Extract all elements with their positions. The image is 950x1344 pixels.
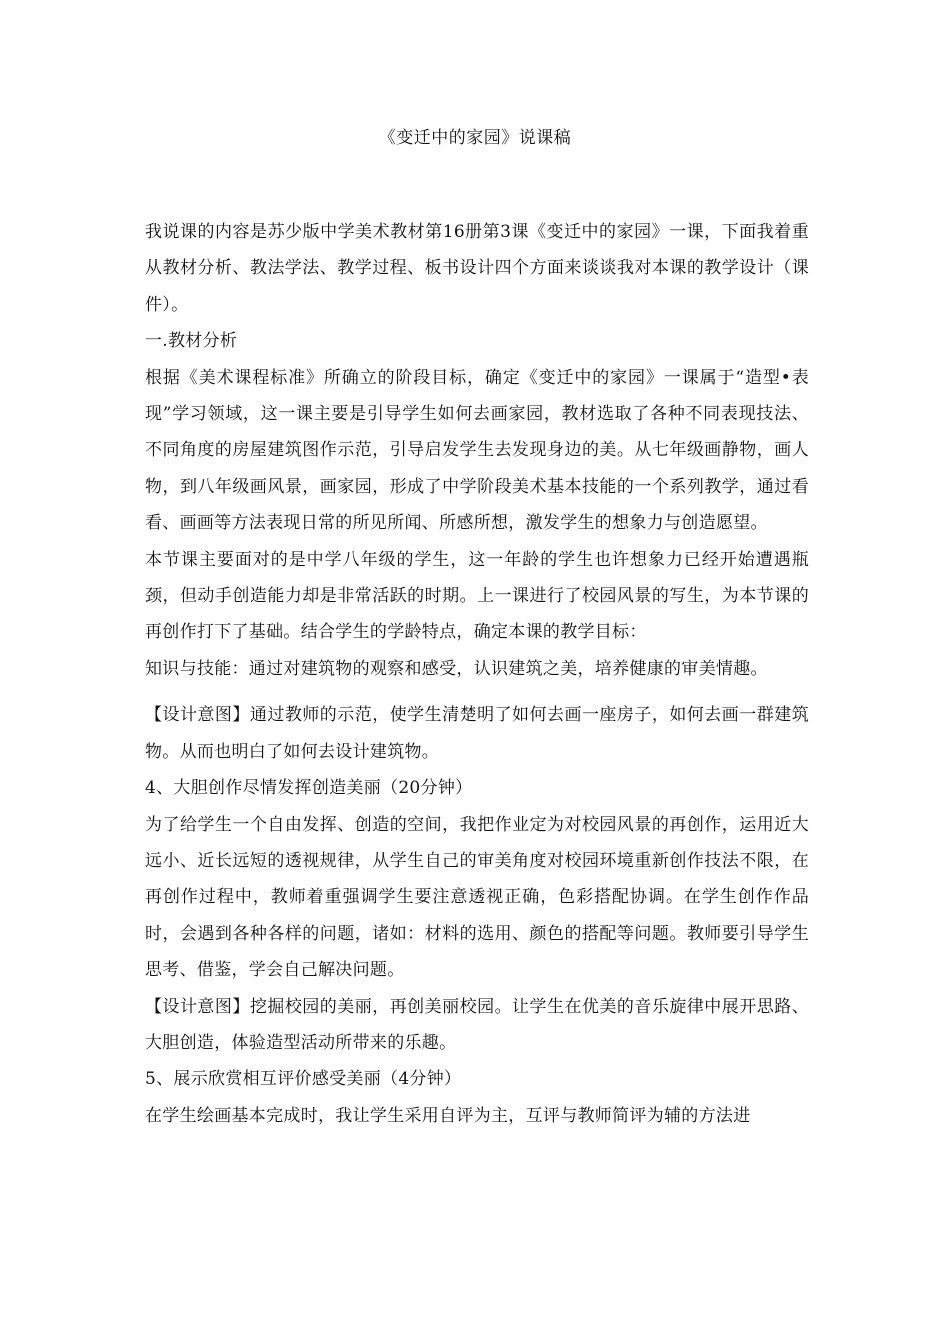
section-heading-materials-analysis: 一.教材分析 <box>145 331 238 352</box>
paragraph-knowledge-skills: 知识与技能：通过对建筑物的观察和感受，认识建筑之美，培养健康的审美情趣。 <box>145 658 768 679</box>
paragraph-design-intent-2: 【设计意图】挖掘校园的美丽，再创美丽校园。让学生在优美的音乐旋律中展开思路、大胆创造，体验造型活动所带来的乐趣。 <box>145 996 809 1053</box>
paragraph-materials-analysis: 根据《美术课程标准》所确立的阶段目标，确定《变迁中的家园》一课属于“造型•表现”学习领域，这一课主要是引导学生如何去画家园，教材选取了各种不同表现技法、不同角度的房屋建筑图作示范，引导启发学生去发现身边的美。从七年级画静物，画人物，到八年级画风景，画家园，形成了中学阶段美术基本技能的一个系列教学，通过看看、画画等方法表现日常的所见所闻、所感所想，激发学生的想象力与创造愿望。 <box>145 367 809 534</box>
paragraph-step-5: 在学生绘画基本完成时，我让学生采用自评为主，互评与教师简评为辅的方法进 <box>145 1105 751 1126</box>
section-heading-step-5: 5、展示欣赏相互评价感受美丽（4分钟） <box>145 1069 462 1090</box>
page-title: 《变迁中的家园》说课稿 <box>378 128 572 148</box>
document-body <box>145 214 809 1134</box>
paragraph-intro: 我说课的内容是苏少版中学美术教材第16册第3课《变迁中的家园》一课，下面我着重从教材分析、教法学法、教学过程、板书设计四个方面来谈谈我对本课的教学设计（课件）。 <box>145 222 809 315</box>
paragraph-design-intent-1: 【设计意图】通过教师的示范，使学生清楚明了如何去画一座房子，如何去画一群建筑物。从而也明白了如何去设计建筑物。 <box>145 705 809 762</box>
paragraph-student-analysis: 本节课主要面对的是中学八年级的学生，这一年龄的学生也许想象力已经开始遭遇瓶颈，但动手创造能力却是非常活跃的时期。上一课进行了校园风景的写生，为本节课的再创作打下了基础。结合学生的学龄特点，确定本课的教学目标： <box>145 549 809 643</box>
section-heading-step-4: 4、大胆创作尽情发挥创造美丽（20分钟） <box>145 778 473 799</box>
paragraph-step-4: 为了给学生一个自由发挥、创造的空间，我把作业定为对校园风景的再创作，运用近大远小、近长远短的透视规律，从学生自己的审美角度对校园环境重新创作技法不限，在再创作过程中，教师着重强调学生要注意透视正确，色彩搭配协调。在学生创作作品时，会遇到各种各样的问题，诸如：材料的选用、颜色的搭配等问题。教师要引导学生思考、借鉴，学会自己解决问题。 <box>145 814 809 981</box>
